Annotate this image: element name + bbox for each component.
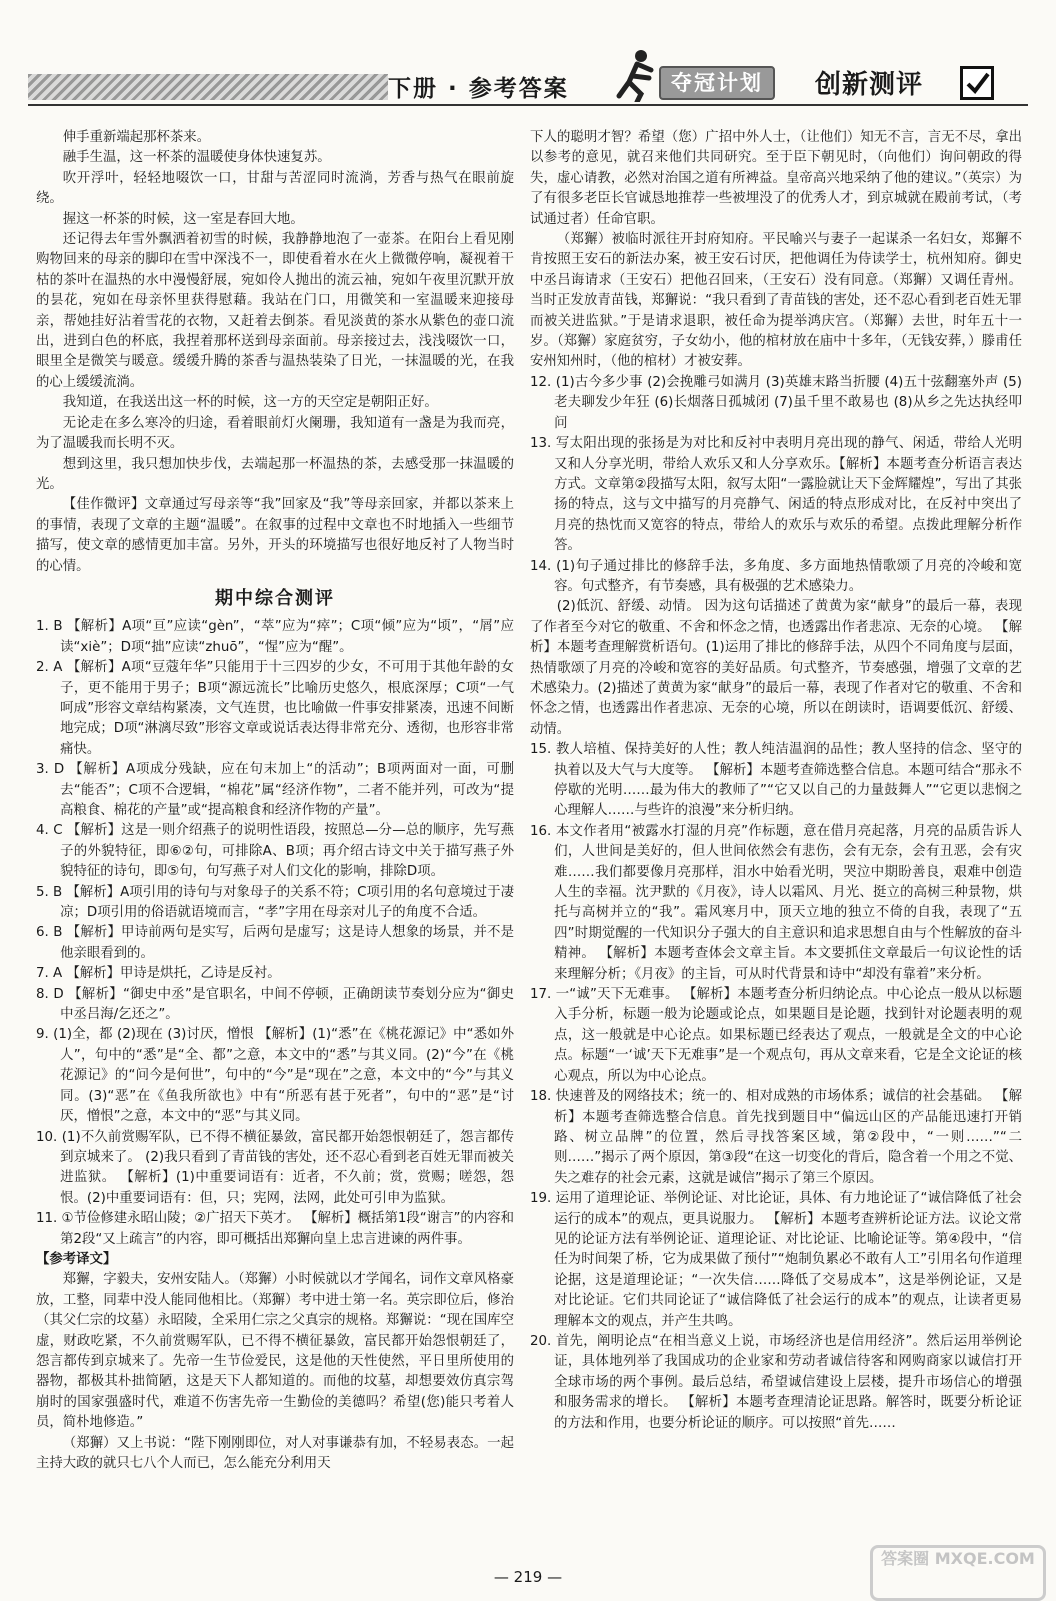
answer-item: 11. ①节俭修建永昭山陵；②广招天下英才。 【解析】概括第1段“谢言”的内容和第2段“又上疏言”的内容，即可概括出郑獬向皇上忠言进谏的两件事。 — [36, 1211, 514, 1247]
translation-paragraph: （郑獬）被临时派往开封府知府。平民喻兴与妻子一起谋杀一名妇女，郑獬不肯按照王安石的新法办案，被王安石讨厌，把他调任为侍读学士，杭州知府。御史中丞吕诲请求（王安石）把他召回来，（王安石）没有同意。（郑獬）又调任青州。当时正发放青苗钱，郑獬说：“我只看到了青苗钱的害处，还不忍心看到老百姓无罪而被关进监狱。”于是请求退职，被任命为提举鸿庆宫。（郑獬）去世，时年五十一岁。（郑獬）家庭贫穷，子女幼小，他的棺材放在庙中十多年，（无钱安葬，）滕甫任安州知州时，（他的棺材）才被安葬。 — [530, 232, 1022, 370]
essay-paragraph: 无论走在多么寒冷的归途，看着眼前灯火阑珊，我知道有一盏是为我而亮，为了温暖我而长明不灭。 — [36, 415, 514, 452]
brand-subtitle: 创新测评 — [815, 70, 924, 100]
answer-item: 9. (1)全，都 (2)现在 (3)讨厌，憎恨 【解析】(1)“悉”在《桃花源记》中“悉如外人”，句中的“悉”是“全、都”之意，本文中的“悉”与其义同。(2)“今”在《桃花源记》的“问今是何世”，句中的“今”是“现在”之意，本文中的“今”与其义同。(3)“恶”在《鱼我所欲也》中有“所恶有甚于死者”，句中的“恶”是“讨厌，憎恨”之意，本文中的“恶”与其义同。 — [36, 1027, 514, 1125]
brand-box: 夺冠计划 — [659, 66, 775, 100]
answer-item: 12. (1)古今多少事 (2)会挽雕弓如满月 (3)英雄末路当折腰 (4)五十弦翻塞外声 (5)老夫聊发少年狂 (6)长烟落日孤城闭 (7)虽千里不敢易也 (8)从乡之先达执经叩问 — [530, 374, 1022, 431]
essay-paragraph: 融手生温，这一杯茶的温暖使身体快速复苏。 — [62, 150, 331, 166]
answer-item: 2. A 【解析】A项“豆蔻年华”只能用于十三四岁的少女，不可用于其他年龄的女子，更不能用于男子；B项“源远流长”比喻历史悠久，根底深厚；C项“一气呵成”形容文章结构紧凑，文气连贯，也比喻做一件事安排紧凑，迅速不间断地完成；D项“淋漓尽致”形容文章或说话表达得非常充分、透彻，也形容非常痛快。 — [36, 660, 514, 757]
header-divider — [28, 104, 1028, 106]
header-decoration — [28, 74, 388, 100]
translation-heading: 【参考译文】 — [36, 1251, 117, 1267]
answer-item: 14. (1)句子通过排比的修辞手法，多角度、多方面地热情歌颂了月亮的冷峻和宽容。句式整齐，有节奏感，具有极强的艺术感染力。 — [530, 558, 1022, 594]
page-header — [0, 0, 1056, 110]
translation-continued: 下人的聪明才智？希望（您）广招中外人士，（让他们）知无不言，言无不尽，拿出以参考的意见，就召来他们共同研究。至于臣下朝见时，（向他们）询问朝政的得失，虚心请教，必然对治国之道有所裨益。皇帝高兴地采纳了他的建议。”（英宗）为了有很多老臣长官诚恳地推荐一些被埋没了的优秀人才，到京城就在殿前考试，（考试通过者）任命官职。 — [530, 130, 1022, 227]
page-title: 下册 · 参考答案 — [388, 76, 569, 102]
translation-paragraph: 郑獬，字毅夫，安州安陆人。（郑獬）小时候就以才学闻名，词作文章风格豪放，工整，同辈中没人能同他相比。（郑獬）考中进士第一名。英宗即位后，修治（其父仁宗的坟墓）永昭陵，全采用仁宗之父真宗的规格。郑獬说：“现在国库空虚，财政吃紧，不久前赏赐军队，已不得不横征暴敛，富民都开始怨恨朝廷了，怨言都传到京城来了。先帝一生节俭爱民，这是他的天性使然，平日里所使用的器物，都极其朴拙简陋，这是天下人都知道的。而他的坟墓，却想要效仿真宗驾崩时的国家强盛时代，难道不伤害先帝一生勤俭的美德吗？希望(您)能只考着人员，简朴地修造。” — [36, 1272, 514, 1431]
translation-paragraph: （郑獬）又上书说：“陛下刚刚即位，对人对事谦恭有加，不轻易表态。一起主持大政的就只七八个人而已，怎么能充分利用天 — [36, 1435, 514, 1471]
essay-comment: 【佳作微评】文章通过写母亲等“我”回家及“我”等母亲回家，并都以茶来上的事情，表现了文章的主题“温暖”。在叙事的过程中文章也不时地插入一些细节描写，使文章的感情更加丰富。另外，开头的环境描写也很好地反衬了人物当时的心情。 — [36, 497, 514, 574]
brand-logo — [615, 62, 1035, 102]
right-column — [530, 128, 1022, 1434]
essay-paragraph: 吹开浮叶，轻轻地啜饮一口，甘甜与苦涩同时流淌，芳香与热气在眼前旋绕。 — [36, 170, 514, 207]
essay-paragraph: 还记得去年雪外飘洒着初雪的时候，我静静地泡了一壶茶。在阳台上看见刚购物回来的母亲的脚印在雪中深浅不一，即使看着水在火上微微停响，凝视着干枯的茶叶在温热的水中漫慢舒展，宛如伶人抛出的流云袖，宛如午夜里沉默开放的昙花，宛如在母亲怀里获得慰藉。我站在门口，用微笑和一室温暖来迎接母亲，帮她挂好沾着雪花的衣物，又赶着去倒茶。看见淡黄的茶水从紫色的壶口流出，进到白色的杯底，我捏着那杯送到母亲面前。母亲接过去，浅浅啜饮一口，眼里全是微笑与暖意。缓缓升腾的茶香与温热装染了日光，一抹温暖的光，在我的心上缓缓流淌。 — [36, 232, 514, 390]
section-title: 期中综合测评 — [215, 587, 335, 609]
essay-paragraph: 想到这里，我只想加快步伐，去端起那一杯温热的茶，去感受那一抹温暖的光。 — [36, 456, 514, 492]
answer-item: 10. (1)不久前赏赐军队，已不得不横征暴敛，富民都开始怨恨朝廷了，怨言都传到京城来了。 (2)我只看到了青苗钱的害处，还不忍心看到老百姓无罪而被关进监狱。 【解析】(1)中重要词语有：近者，不久前；赏，赏赐；嗟怨，怨恨。(2)中重要词语有：但，只；宪网，法网，此处可引申为监狱。 — [36, 1129, 514, 1206]
answer-item: 13. 写太阳出现的张扬是为对比和反衬中表明月亮出现的静气、闲适，带给人光明又和人分享光明，带给人欢乐又和人分享欢乐。【解析】本题考查分析语言表达方式。文章第②段描写太阳，叙写太阳“一露脸就让天下金辉耀煌”，写出了其张扬的特点，这与文中描写的月亮静气、闲适的特点形成对比，在反衬中突出了月亮的热忱而又宽容的特点，带给人的欢乐与欢乐的希望。点拨此理解分析作答。 — [530, 436, 1022, 554]
answer-item: 5. B 【解析】A项引用的诗句与对象母子的关系不符；C项引用的名句意境过于凄凉；D项引用的俗语就语境而言，“孝”字用在母亲对儿子的角度不合适。 — [36, 884, 514, 921]
answer-item: 8. D 【解析】“御史中丞”是官职名，中间不停顿，正确朗读节奏划分应为“御史中丞吕海/乞还之”。 — [36, 986, 514, 1023]
check-icon — [960, 66, 994, 100]
answer-item: 15. 教人培植、保持美好的人性；教人纯洁温润的品性；教人坚持的信念、坚守的执着以及大气与大度等。 【解析】本题考查筛选整合信息。本题可结合“那永不停歇的光明……最为伟大的教师了”“它又以自己的力量鼓舞人”“它更以悲悯之心理解人……与些许的浪漫”来分析归纳。 — [530, 742, 1022, 819]
left-column — [36, 128, 514, 1474]
answer-item: 18. 快速普及的网络技术；统一的、相对成熟的市场体系；诚信的社会基础。 【解析】本题考查筛选整合信息。首先找到题目中“偏远山区的产品能迅速打开销路、树立品牌”的位置，然后寻找答案区域，第②段中，“一则……”“二则……”揭示了两个原因，第③段“在这一切变化的背后，隐含着一个用之不觉、失之难存的社会元素，这就是诚信”揭示了第三个原因。 — [530, 1089, 1022, 1186]
answer-item: 16. 本文作者用“被露水打湿的月亮”作标题，意在借月亮起落，月亮的品质告诉人们，人世间是美好的，但人世间依然会有悲伤，会有无奈，会有丑恶，会有灾难……我们都要像月亮那样，泪水中始看光明，哭泣中期盼善良，艰难中创造人生的幸福。沈尹默的《月夜》，诗人以霜风、月光、挺立的高树三种景物，烘托与高树并立的“我”。霜风寒月中，顶天立地的独立不倚的自我，表现了“五四”时期觉醒的一代知识分子强大的自主意识和追求思想自由与个性解放的奋斗精神。 【解析】本题考查体会文章主旨。本文要抓住文章最后一句议论性的话来理解分析；《月夜》的主旨，可从时代背景和诗中“却没有靠着”来分析。 — [530, 823, 1022, 982]
answer-item: 19. 运用了道理论证、举例论证、对比论证，具体、有力地论证了“诚信降低了社会运行的成本”的观点，更具说服力。 【解析】本题考查辨析论证方法。议论文常见的论证方法有举例论证、道理论证、对比论证、比喻论证等。第④段中，“信任为时间架了桥，它为成果做了预付”“炮制负累必不敢有人工”引用名句作道理论据，这是道理论证；“一次失信……降低了交易成本”，这是举例论证，又是对比论证。它们共同论证了“诚信降低了社会运行的成本”的观点，让读者更易理解本文的观点，并产生共鸣。 — [530, 1191, 1022, 1329]
answer-item: 4. C 【解析】这是一则介绍燕子的说明性语段，按照总—分—总的顺序，先写燕子的外貌特征，即⑥②句，可排除A、B项；再介绍古诗文中关于描写燕子外貌特征的诗句，即⑤句，句写燕子对人们文化的影响，排除D项。 — [36, 823, 514, 880]
answer-item: 20. 首先，阐明论点“在相当意义上说，市场经济也是信用经济”。然后运用举例论证，具体地列举了我国成功的企业家和劳动者诚信待客和网购商家以诚信打开全球市场的两个事例。最后总结，希望诚信建设上层楼，提升市场信心的增强和服务需求的增长。 【解析】本题考查理清论证思路。解答时，既要分析论证的方法和作用，也要分析论证的顺序。可以按照“首先…… — [530, 1333, 1022, 1431]
essay-paragraph: 伸手重新端起那杯茶来。 — [62, 130, 211, 145]
page-number: — 219 — — [493, 1568, 563, 1586]
runner-icon — [615, 48, 661, 102]
answer-item: 1. B 【解析】A项“亘”应读“gèn”，“萃”应为“瘁”；C项“倾”应为“顷”，“屑”应读“xiè”；D项“拙”应读“zhuō”，“惺”应为“醒”。 — [36, 619, 514, 655]
answer-item: 6. B 【解析】甲诗前两句是实写，后两句是虚写；这是诗人想象的场景，并不是他亲眼看到的。 — [36, 925, 514, 961]
watermark-logo: 答案圈 MXQE.COM — [870, 1545, 1046, 1601]
answer-item: 3. D 【解析】A项成分残缺，应在句末加上“的活动”；B项两面对一面，可删去“能否”；C项不合逻辑，“棉花”属“经济作物”，二者不能并列，可改为“提高粮食、棉花的产量”或“提高粮食和经济作物的产量”。 — [36, 762, 514, 818]
essay-paragraph: 握这一杯茶的时候，这一室是春回大地。 — [62, 211, 304, 227]
answer-item: 7. A 【解析】甲诗是烘托，乙诗是反衬。 — [36, 966, 281, 982]
answer-item: (2)低沉、舒缓、动情。 因为这句话描述了黄黄为家“献身”的最后一幕，表现了作者至今对它的敬重、不舍和怀念之情，也透露出作者悲凉、无奈的心境。 【解析】本题考查理解赏析语句。(1)运用了排比的修辞手法，从四个不同角度与层面，热情歌颂了月亮的冷峻和宽容的美好品质。句式整齐，节奏感强，增强了文章的艺术感染力。(2)描述了黄黄为家“献身”的最后一幕，表现了作者对它的敬重、不舍和怀念之情，也透露出作者悲凉、无奈的心境，所以在朗读时，语调要低沉、舒缓、动情。 — [530, 599, 1022, 737]
answer-item: 17. 一“诚”天下无难事。 【解析】本题考查分析归纳论点。中心论点一般从以标题入手分析，标题一般为论题或论点，如果题目是论题，找到针对论题表明的观点，这一般就是中心论点。如果标题已经表达了观点，一般就是全文的中心论点。标题“一‘诚’天下无难事”是一个观点句，再从文章来看，它是全文论证的核心观点，所以为中心论点。 — [530, 987, 1022, 1084]
essay-paragraph: 我知道，在我送出这一杯的时候，这一方的天空定是朝阳正好。 — [62, 395, 438, 411]
